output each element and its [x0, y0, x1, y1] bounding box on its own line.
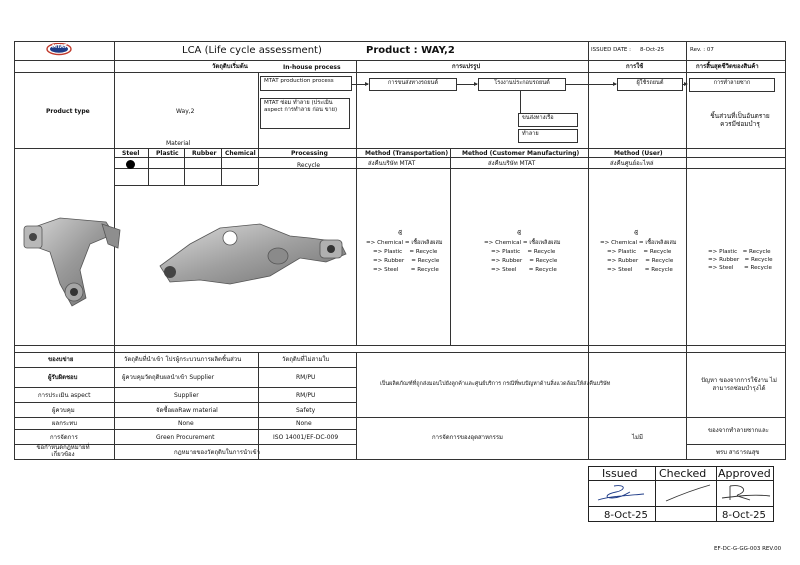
- divider: [114, 185, 258, 186]
- row-mid-controller: จัดซื้อผลRaw material: [156, 407, 218, 414]
- approved-sign-date: 8-Oct-25: [722, 510, 766, 521]
- recycle-eol-list: => Plastic = Recycle => Rubber = Recycle => Steel = Recycle: [708, 249, 773, 272]
- method-transport-header: Method (Transportation): [365, 150, 449, 157]
- part-photo-1: [20, 200, 130, 312]
- divider: [686, 60, 687, 460]
- flow-arrow: [566, 84, 616, 85]
- row-label-impact: ผลกระทบ: [52, 420, 78, 427]
- divider: [14, 429, 356, 430]
- divider: [14, 345, 786, 346]
- eol-management-note: ของจากทำลายซากและ: [708, 427, 769, 434]
- row-label-owner: ผู้รับผิดชอบ: [48, 374, 78, 381]
- recycle-customer-rubber: => Rubber = Recycle: [491, 258, 558, 264]
- product-type-value: Way,2: [176, 108, 195, 115]
- recycle-user-steel: => Steel = Recycle: [607, 267, 673, 273]
- inhouse-production-box: MTAT production process: [260, 76, 352, 91]
- divider: [356, 417, 786, 418]
- divider: [14, 148, 786, 149]
- method-customer-value: ส่งคืนบริษัท MTAT: [488, 160, 536, 167]
- row-mid-impact: None: [178, 420, 194, 427]
- row-label-legal: ข้อกำหนดกฎหมายที่เกี่ยวข้อง: [36, 444, 90, 458]
- recycle-user-chemical: => Chemical = เชื้อเพลิงผสม: [600, 240, 677, 246]
- divider: [114, 41, 115, 60]
- recycle-transport-header: ซี: [398, 230, 403, 237]
- issued-date: 8-Oct-25: [640, 47, 665, 53]
- method-user-value: ส่งคืนศูนย์อะไหล่: [610, 160, 654, 167]
- stage-use: การใช้: [626, 63, 644, 70]
- flow-arrow: [457, 84, 477, 85]
- row-mid-aspect: Supplier: [174, 392, 199, 399]
- divider: [14, 402, 356, 403]
- recycle-customer-steel: => Steel = Recycle: [491, 267, 557, 273]
- row-right-management: ISO 14001/EF-DC-009: [273, 434, 339, 441]
- issued-signature: [596, 482, 648, 504]
- flow-user-box: ผู้ใช้รถยนต์: [617, 78, 683, 91]
- product-type-label: Product type: [46, 108, 90, 115]
- row-right-aspect: RM/PU: [296, 392, 316, 399]
- divider: [588, 60, 589, 460]
- row-label-controller: ผู้ควบคุม: [52, 407, 75, 414]
- header-divider: [14, 60, 786, 61]
- row-right-owner: RM/PU: [296, 374, 316, 381]
- recycle-transport-rubber: => Rubber = Recycle: [373, 258, 440, 264]
- processing-value: Recycle: [297, 162, 321, 169]
- recycle-customer-header: ซี: [517, 230, 522, 237]
- flow-factory-box: โรงงานประกอบรถยนต์: [478, 78, 566, 91]
- issued-label: Issued: [602, 467, 638, 480]
- divider: [588, 506, 774, 507]
- flow-ship-box: ขนส่งทางเรือ: [518, 113, 578, 127]
- method-user-header: Method (User): [614, 150, 663, 157]
- divider: [716, 466, 717, 522]
- row-mid-management: Green Procurement: [156, 434, 215, 441]
- part-photo-2: [150, 214, 350, 294]
- row-label-scope: ของบข่าย: [48, 356, 74, 363]
- recycle-transport-chemical: => Chemical = เชื้อเพลิงผสม: [366, 240, 443, 246]
- divider: [184, 148, 185, 185]
- logo-text: MTAT: [52, 44, 67, 50]
- checked-signature: [662, 482, 712, 504]
- recycle-customer-plastic: => Plastic = Recycle: [491, 249, 556, 255]
- material-header-chemical: Chemical: [225, 150, 256, 157]
- flow-dismantle-box: การทำลายซาก: [689, 78, 775, 92]
- recycle-user-rubber: => Rubber = Recycle: [607, 258, 674, 264]
- inhouse-label: In-house process: [283, 64, 341, 71]
- material-label: Material: [166, 140, 191, 147]
- process-management: การจัดการของอุตสาหกรรม: [432, 434, 504, 441]
- divider: [356, 60, 357, 345]
- checked-label: Checked: [659, 467, 707, 480]
- recycle-transport-steel: => Steel = Recycle: [373, 267, 439, 273]
- divider: [221, 148, 222, 185]
- divider: [14, 72, 786, 73]
- divider: [588, 41, 589, 60]
- row-right-impact: None: [296, 420, 312, 427]
- stage-end-of-life: การสิ้นสุดชีวิตของสินค้า: [696, 63, 759, 70]
- divider: [655, 466, 656, 522]
- flow-transport-box: การขนส่งทางรถยนต์: [369, 78, 457, 91]
- use-management: ไม่มี: [632, 434, 643, 441]
- flow-connector: [520, 91, 521, 113]
- eol-legal-note: พรบ สาธารณสุข: [716, 449, 760, 456]
- inhouse-repair-box: MTAT ซ่อม ทำลาย (ประเมิน aspect การทำลาย ก่อน ขาย): [260, 98, 350, 129]
- divider: [686, 41, 687, 60]
- issued-sign-date: 8-Oct-25: [604, 510, 648, 521]
- eol-issue-note: ปัญหา ของจากการใช้งาน ไม่สามารถซ่อมบำรุงได้: [701, 377, 777, 392]
- flow-arrow: [683, 84, 687, 85]
- divider: [450, 148, 451, 345]
- steel-selected-dot: [126, 160, 135, 169]
- stage-processing: การแปรรูป: [452, 63, 481, 70]
- recycle-transport-plastic: => Plastic = Recycle: [373, 249, 438, 255]
- process-note: เป็นผลิตภัณฑ์ที่ถูกส่งมอบไปยังลูกค้าและศูนย์บริการ กรณีที่พบปัญหาด้านสิ่งแวดล้อมให้ส่งคืนบริษัท: [380, 381, 611, 387]
- row-label-aspect: การประเมิน aspect: [38, 392, 91, 399]
- processing-header: Processing: [291, 150, 328, 157]
- row-mid-scope: วัตถุดิบที่นำเข้า โปรผู้กระบวนการผลิตชิ้นส่วน: [124, 356, 242, 363]
- divider: [14, 352, 786, 353]
- divider: [14, 417, 356, 418]
- method-transport-value: ส่งคืนบริษัท MTAT: [368, 160, 416, 167]
- recycle-user-plastic: => Plastic = Recycle: [607, 249, 672, 255]
- material-header-steel: Steel: [122, 150, 140, 157]
- material-header-rubber: Rubber: [192, 150, 217, 157]
- approved-signature: [720, 482, 772, 504]
- method-customer-header: Method (Customer Manufacturing): [462, 150, 580, 157]
- row-mid-owner: ผู้ควบคุมวัตถุดิบผลนำเข้า Supplier: [122, 374, 215, 381]
- row-mid-legal: กฎหมายของวัตถุดิบในการนำเข้า: [174, 449, 260, 456]
- product-title: Product : WAY,2: [366, 45, 455, 56]
- divider: [686, 444, 786, 445]
- row-label-management: การจัดการ: [50, 434, 78, 441]
- material-header-plastic: Plastic: [156, 150, 179, 157]
- divider: [14, 367, 356, 368]
- divider: [14, 387, 356, 388]
- flow-arrow: [352, 84, 368, 85]
- row-right-controller: Safety: [296, 407, 316, 414]
- company-logo: [46, 43, 72, 58]
- approved-label: Approved: [718, 467, 771, 480]
- stage-raw-material: วัตถุดิบเริ่มต้น: [212, 63, 248, 70]
- form-title: LCA (Life cycle assessment): [182, 45, 322, 56]
- document-code: EF-DC-G-GG-003 REV.00: [714, 546, 782, 552]
- divider: [356, 352, 357, 460]
- recycle-user-header: ซี: [634, 230, 639, 237]
- divider: [148, 148, 149, 185]
- issued-date-label: ISSUED DATE :: [591, 47, 631, 53]
- row-right-scope: วัตถุดิบที่ไม่สามใบ: [282, 356, 330, 363]
- eol-note: ชิ้นส่วนที่เป็นอันตราย ควรมีซ่อมบำรุ: [710, 112, 770, 129]
- flow-destroy-box: ทำลาย: [518, 129, 578, 143]
- recycle-customer-chemical: => Chemical = เชื้อเพลิงผสม: [484, 240, 561, 246]
- revision: Rev. : 07: [690, 47, 714, 53]
